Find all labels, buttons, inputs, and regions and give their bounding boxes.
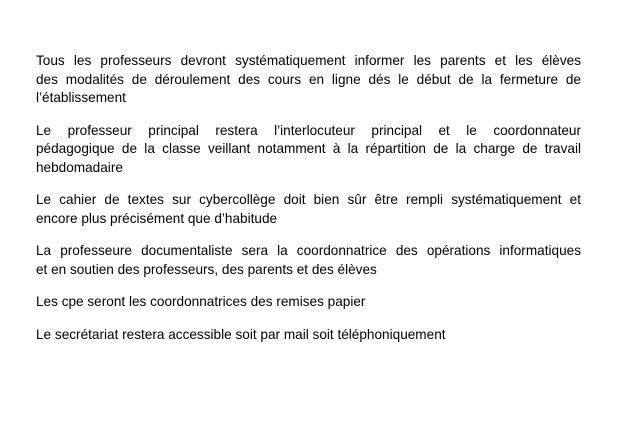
paragraph-secretariat bbox=[36, 326, 581, 345]
text-line: hebdomadaire bbox=[36, 159, 123, 175]
text-line: et en soutien des professeurs, des parents et des élèves bbox=[36, 261, 377, 277]
text-line: l’établissement bbox=[36, 90, 126, 105]
text-line: Tous les professeurs devront systématiquement informer les parents et les élèves bbox=[36, 53, 581, 68]
text-line: Le professeur principal restera l’interlocuteur principal et le coordonnateur bbox=[36, 122, 581, 138]
paragraph-cpe bbox=[36, 293, 581, 312]
document-body bbox=[36, 52, 581, 358]
text-line: pédagogique de la classe veillant notamment à la répartition de la charge de travail bbox=[36, 141, 581, 156]
text-line: des modalités de déroulement des cours en ligne dés le début de la fermeture de bbox=[36, 71, 581, 87]
paragraph-librarian bbox=[36, 242, 581, 279]
paragraph-parent-information bbox=[36, 52, 581, 108]
text-line: La professeure documentaliste sera la coordonnatrice des opérations informatiques bbox=[36, 243, 581, 258]
text-line: Les cpe seront les coordonnatrices des remises papier bbox=[36, 294, 366, 309]
text-line: Le cahier de textes sur cybercollège doit bien sûr être rempli systématiquement et bbox=[36, 192, 581, 207]
text-line: encore plus précisément que d’habitude bbox=[36, 210, 278, 226]
text-line: Le secrétariat restera accessible soit par mail soit téléphoniquement bbox=[36, 326, 446, 342]
paragraph-homework-log bbox=[36, 191, 581, 228]
paragraph-head-teacher bbox=[36, 122, 581, 178]
